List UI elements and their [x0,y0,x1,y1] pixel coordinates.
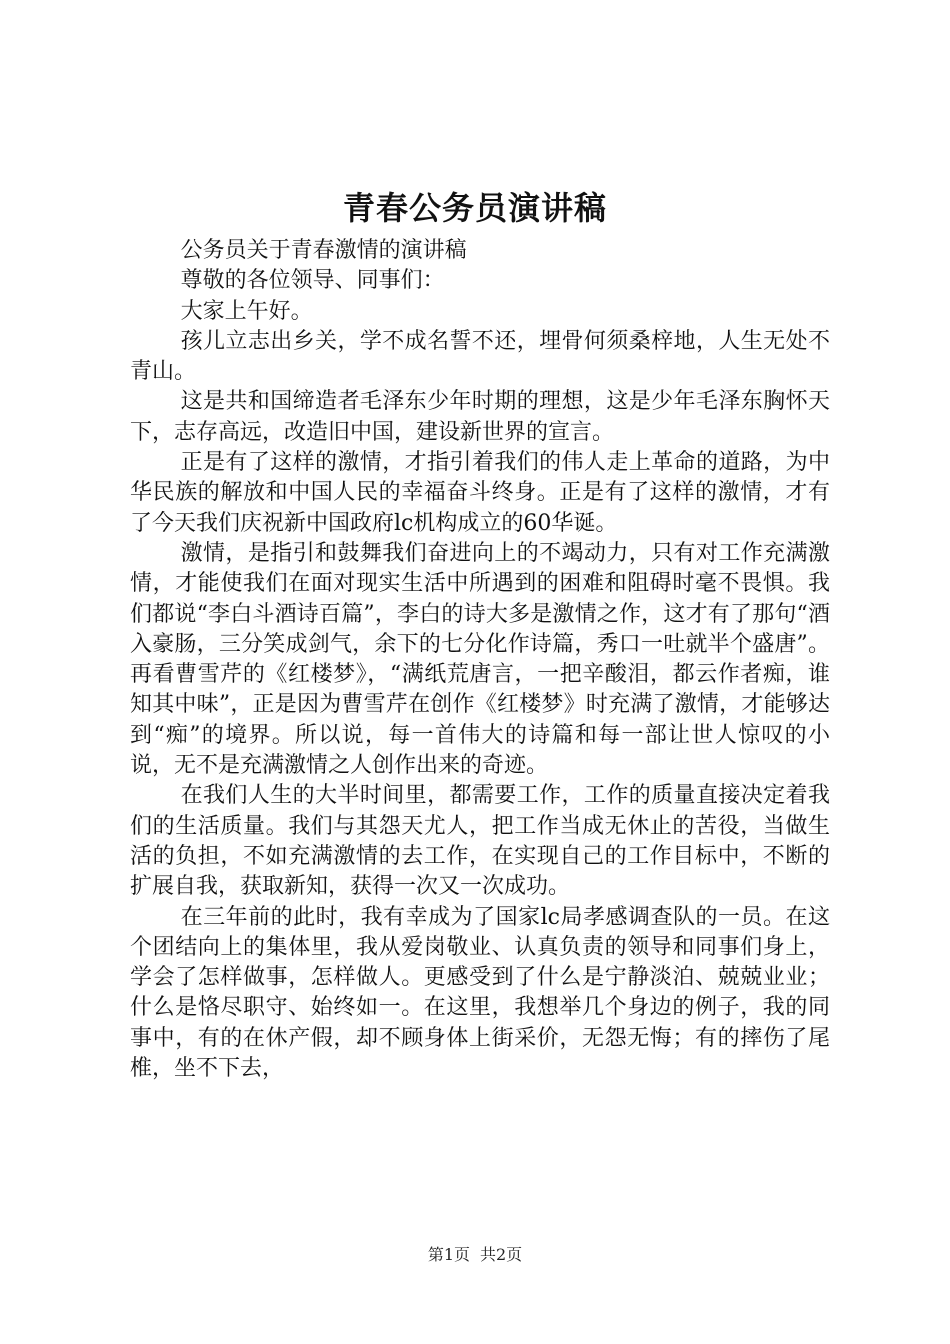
page-number-total: 共2页 [480,1245,523,1264]
paragraph: 公务员关于青春激情的演讲稿 [180,238,467,263]
paragraph: 正是有了这样的激情，才指引着我们的伟人走上革命的道路，为中华民族的解放和中国人民的幸福奋斗终身。正是有了这样的激情，才有了今天我们庆祝新中国政府lc机构成立的60华诞。 [130,450,830,536]
document-title: 青春公务员演讲稿 [342,189,607,227]
page-number-current: 第1页 [427,1245,470,1264]
paragraph: 在我们人生的大半时间里，都需要工作，工作的质量直接决定着我们的生活质量。我们与其怨天尤人，把工作当成无休止的苦役，当做生活的负担，不如充满激情的去工作，在实现自己的工作目标中，不断的扩展自我，获取新知，获得一次又一次成功。 [130,783,830,900]
paragraph: 激情，是指引和鼓舞我们奋进向上的不竭动力，只有对工作充满激情，才能使我们在面对现实生活中所遇到的困难和阻碍时毫不畏惧。我们都说“李白斗酒诗百篇”，李白的诗大多是激情之作，这才有了那句“酒入豪肠，三分笑成剑气，余下的七分化作诗篇，秀口一吐就半个盛唐”。再看曹雪芹的《红楼梦》，“满纸荒唐言，一把辛酸泪，都云作者痴，谁知其中味”，正是因为曹雪芹在创作《红楼梦》时充满了激情，才能够达到“痴”的境界。所以说，每一首伟大的诗篇和每一部让世人惊叹的小说，无不是充满激情之人创作出来的奇迹。 [130,540,830,779]
page-footer [0,1244,950,1266]
document-body [130,236,830,1084]
paragraph: 大家上午好。 [180,298,313,324]
paragraph: 孩儿立志出乡关，学不成名誓不还，埋骨何须桑梓地，人生无处不青山。 [130,328,830,385]
paragraph: 这是共和国缔造者毛泽东少年时期的理想，这是少年毛泽东胸怀天下，志存高远，改造旧中国，建设新世界的宣言。 [130,389,830,445]
paragraph: 在三年前的此时，我有幸成为了国家lc局孝感调查队的一员。在这个团结向上的集体里，我从爱岗敬业、认真负责的领导和同事们身上，学会了怎样做事，怎样做人。更感受到了什么是宁静淡泊、兢兢业业；什么是恪尽职守、始终如一。在这里，我想举几个身边的例子，我的同事中，有的在休产假，却不顾身体上街采价，无怨无悔；有的摔伤了尾椎，坐不下去， [130,904,830,1082]
paragraph: 尊敬的各位领导、同事们： [180,268,445,294]
